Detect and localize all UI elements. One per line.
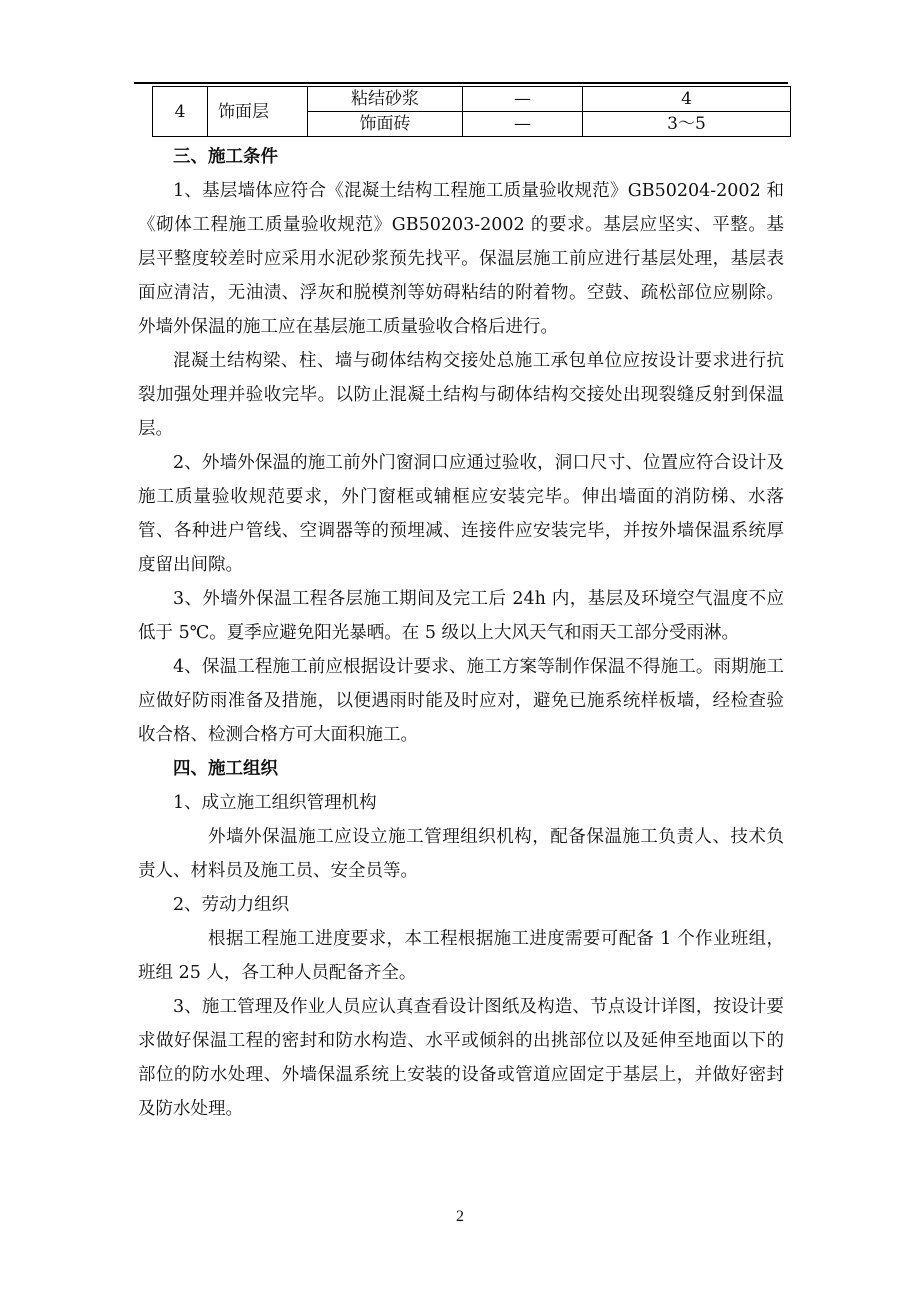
thickness-cell: 3～5: [583, 112, 791, 137]
subheading-management: 1、成立施工组织管理机构: [173, 793, 377, 813]
value-cell: —: [463, 87, 583, 112]
paragraph-rainy-season: 4、保温工程施工前应根据设计要求、施工方案等制作保温不得施工。雨期施工应做好防雨准备及措施，以便遇雨时能及时应对，避免已施系统样板墙，经检查验收合格、检测合格方可大面积施工。: [138, 657, 784, 745]
value-cell: —: [463, 112, 583, 137]
paragraph-crack-treatment: 混凝土结构梁、柱、墙与砌体结构交接处总施工承包单位应按设计要求进行抗裂加强处理并验收完毕。以防止混凝土结构与砌体结构交接处出现裂缝反射到保温层。: [138, 351, 784, 439]
subheading-labor: 2、劳动力组织: [173, 895, 290, 915]
table-row: [153, 87, 791, 112]
section-heading-conditions: 三、施工条件: [173, 147, 278, 167]
paragraph-labor: 根据工程施工进度要求，本工程根据施工进度需要可配备 1 个作业班组，班组 25 人，各工种人员配备齐全。: [138, 929, 784, 983]
material-cell: 饰面砖: [308, 112, 463, 137]
section-heading-organization: 四、施工组织: [173, 759, 278, 779]
paragraph-base-wall: 1、基层墙体应符合《混凝土结构工程施工质量验收规范》GB50204-2002 和《砌体工程施工质量验收规范》GB50203-2002 的要求。基层应坚实、平整。基层平整度较差时应采用水泥砂浆预先找平。保温层施工前应进行基层处理，基层表面应清洁，无油渍、浮灰和脱模剂等妨碍粘结的附着物。空鼓、疏松部位应剔除。外墙外保温的施工应在基层施工质量验收合格后进行。: [138, 181, 784, 337]
paragraph-temperature: 3、外墙外保温工程各层施工期间及完工后 24h 内，基层及环境空气温度不应低于 5℃。夏季应避免阳光暴晒。在 5 级以上大风天气和雨天工部分受雨淋。: [138, 589, 784, 643]
material-cell: 粘结砂浆: [308, 87, 463, 112]
thickness-cell: 4: [583, 87, 791, 112]
row-number-cell: 4: [153, 87, 208, 137]
paragraph-waterproofing: 3、施工管理及作业人员应认真查看设计图纸及构造、节点设计详图，按设计要求做好保温工程的密封和防水构造、水平或倾斜的出挑部位以及延伸至地面以下的部位的防水处理、外墙保温系统上安装的设备或管道应固定于基层上，并做好密封及防水处理。: [138, 997, 784, 1119]
page-number: 2: [456, 1208, 464, 1225]
paragraph-management: 外墙外保温施工应设立施工管理组织机构，配备保温施工负责人、技术负责人、材料员及施工员、安全员等。: [138, 827, 784, 881]
row-name-cell: 饰面层: [208, 87, 308, 137]
paragraph-openings: 2、外墙外保温的施工前外门窗洞口应通过验收，洞口尺寸、位置应符合设计及施工质量验收规范要求，外门窗框或辅框应安装完毕。伸出墙面的消防梯、水落管、各种进户管线、空调器等的预埋减、连接件应安装完毕，并按外墙保温系统厚度留出间隙。: [138, 453, 784, 575]
spec-table: [152, 86, 791, 137]
top-rule: [134, 82, 788, 84]
